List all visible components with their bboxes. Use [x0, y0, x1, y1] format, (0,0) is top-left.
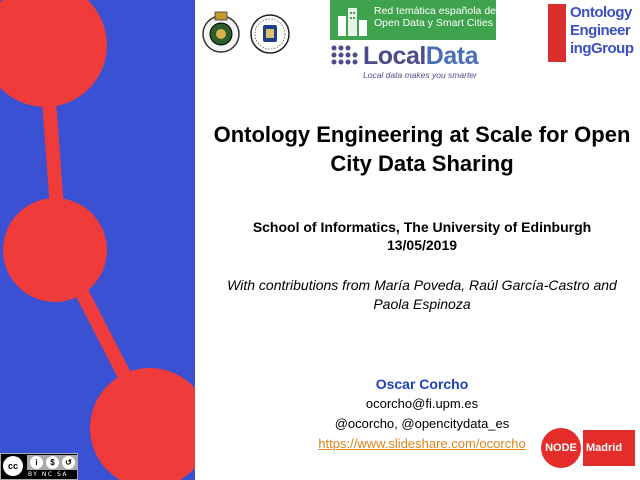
oeg-logo-line1: Ontology — [570, 4, 632, 21]
node-logo-circle: NODE — [541, 428, 581, 468]
author-handles: @ocorcho, @opencitydata_es — [334, 416, 510, 431]
presentation-date: 13/05/2019 — [386, 237, 458, 253]
cc-sa-icon: ↺ — [62, 456, 75, 469]
cc-circle-icon: cc — [3, 456, 23, 476]
school-name: School of Informatics, The University of Edinburgh — [252, 219, 592, 235]
node-madrid-logo — [541, 428, 637, 470]
dot-grid-icon — [330, 44, 360, 68]
localdata-word-local: Local — [363, 42, 426, 70]
cc-by-icon: i — [30, 456, 43, 469]
slide-venue — [210, 218, 634, 254]
oeg-logo — [548, 4, 634, 64]
oeg-logo-bar — [548, 4, 566, 62]
creative-commons-icon[interactable] — [0, 453, 78, 480]
slide-title: Ontology Engineering at Scale for Open City Data Sharing — [213, 122, 631, 176]
oeg-logo-line3: ingGroup — [570, 40, 634, 57]
red-logo-line1: Red temática española de — [374, 5, 496, 17]
oeg-logo-line2: Engineer — [570, 22, 631, 39]
building-icon — [336, 4, 370, 38]
network-graph-icon — [0, 0, 195, 480]
cc-nc-icon: $ — [46, 456, 59, 469]
localdata-logo — [330, 42, 506, 82]
node-logo-box: Madrid — [583, 430, 635, 466]
author-email: ocorcho@fi.upm.es — [365, 396, 479, 411]
decorative-side-panel — [0, 0, 195, 480]
fi-crest-icon — [249, 10, 291, 56]
network-node-middle — [3, 198, 107, 302]
red-tematica-logo — [330, 0, 496, 40]
slideshare-link[interactable]: https://www.slideshare.com/ocorcho — [318, 436, 526, 451]
upm-crest-icon — [200, 10, 242, 56]
localdata-tagline: Local data makes you smarter — [363, 70, 477, 80]
network-node-bottom — [90, 368, 195, 480]
network-node-top — [0, 0, 107, 107]
cc-license-text: BY NC SA — [28, 471, 68, 478]
localdata-word-data: Data — [425, 42, 478, 70]
red-logo-line2: Open Data y Smart Cities — [374, 17, 494, 29]
author-name: Oscar Corcho — [375, 376, 469, 392]
contributions-text: With contributions from María Poveda, Raúl García-Castro and Paola Espinoza — [227, 277, 617, 312]
